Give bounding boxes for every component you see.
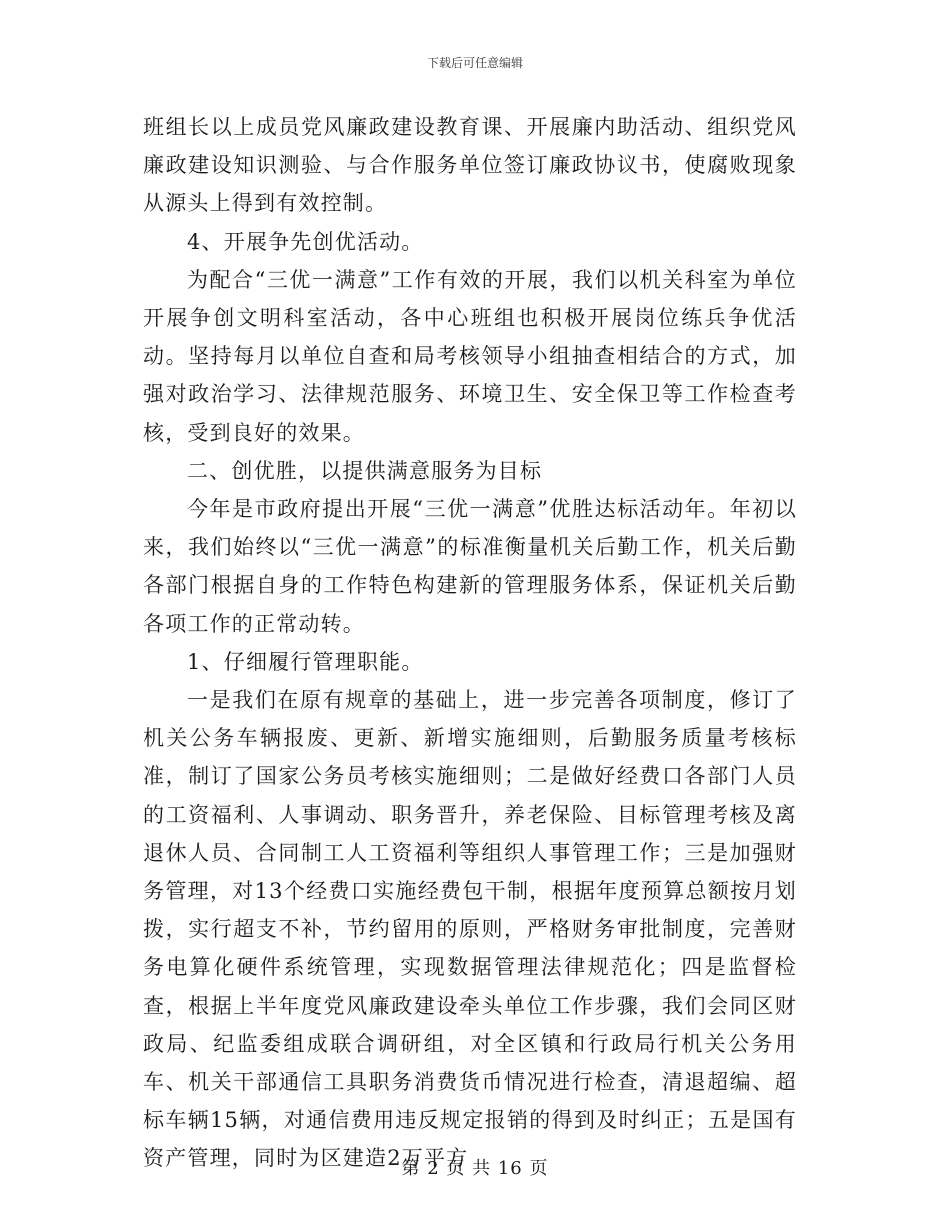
section-heading-1: 1、仔细履行管理职能。 bbox=[187, 649, 424, 674]
section-heading-4: 4、开展争先创优活动。 bbox=[187, 229, 424, 254]
paragraph-management-duties: 一是我们在原有规章的基础上，进一步完善各项制度，修订了机关公务车辆报废、更新、新增实施细则，后勤服务质量考核标准，制订了国家公务员考核实施细则；二是做好经费口各部门人员的工资福利、人事调动、职务晋升，养老保险、目标管理考核及离退休人员、合同制工人工资福利等组织人事管理工作；三是加强财务管理，对13个经费口实施经费包干制，根据年度预算总额按月划拨，实行超支不补，节约留用的原则，严格财务审批制度，完善财务电算化硬件系统管理，实现数据管理法律规范化；四是监督检查，根据上半年度党风廉政建设牵头单位工作步骤，我们会同区财政局、纪监委组成联合调研组，对全区镇和行政局行机关公务用车、机关干部通信工具职务消费货币情况进行检查，清退超编、超标车辆15辆，对通信费用违反规定报销的得到及时纠正；五是国有资产管理，同时为区建造2万平方 bbox=[143, 688, 797, 1171]
section-heading-2: 二、创优胜，以提供满意服务为目标 bbox=[187, 458, 543, 483]
page-header-note: 下载后可任意编辑 bbox=[426, 56, 523, 70]
paragraph-continuation: 班组长以上成员党风廉政建设教育课、开展廉内助活动、组织党风廉政建设知识测验、与合作服务单位签订廉政协议书，使腐败现象从源头上得到有效控制。 bbox=[143, 115, 797, 216]
paragraph-civilized-office: 为配合“三优一满意”工作有效的开展，我们以机关科室为单位开展争创文明科室活动，各中心班组也积极开展岗位练兵争优活动。坚持每月以单位自查和局考核领导小组抽查相结合的方式，加强对政治学习、法律规范服务、环境卫生、安全保卫等工作检查考核，受到良好的效果。 bbox=[143, 267, 797, 445]
paragraph-activity-year: 今年是市政府提出开展“三优一满意”优胜达标活动年。年初以来，我们始终以“三优一满意”的标准衡量机关后勤工作，机关后勤各部门根据自身的工作特色构建新的管理服务体系，保证机关后勤各项工作的正常动转。 bbox=[143, 497, 797, 636]
page-number-footer: 第 2 页 共 16 页 bbox=[401, 1158, 549, 1179]
document-body bbox=[143, 108, 797, 1178]
